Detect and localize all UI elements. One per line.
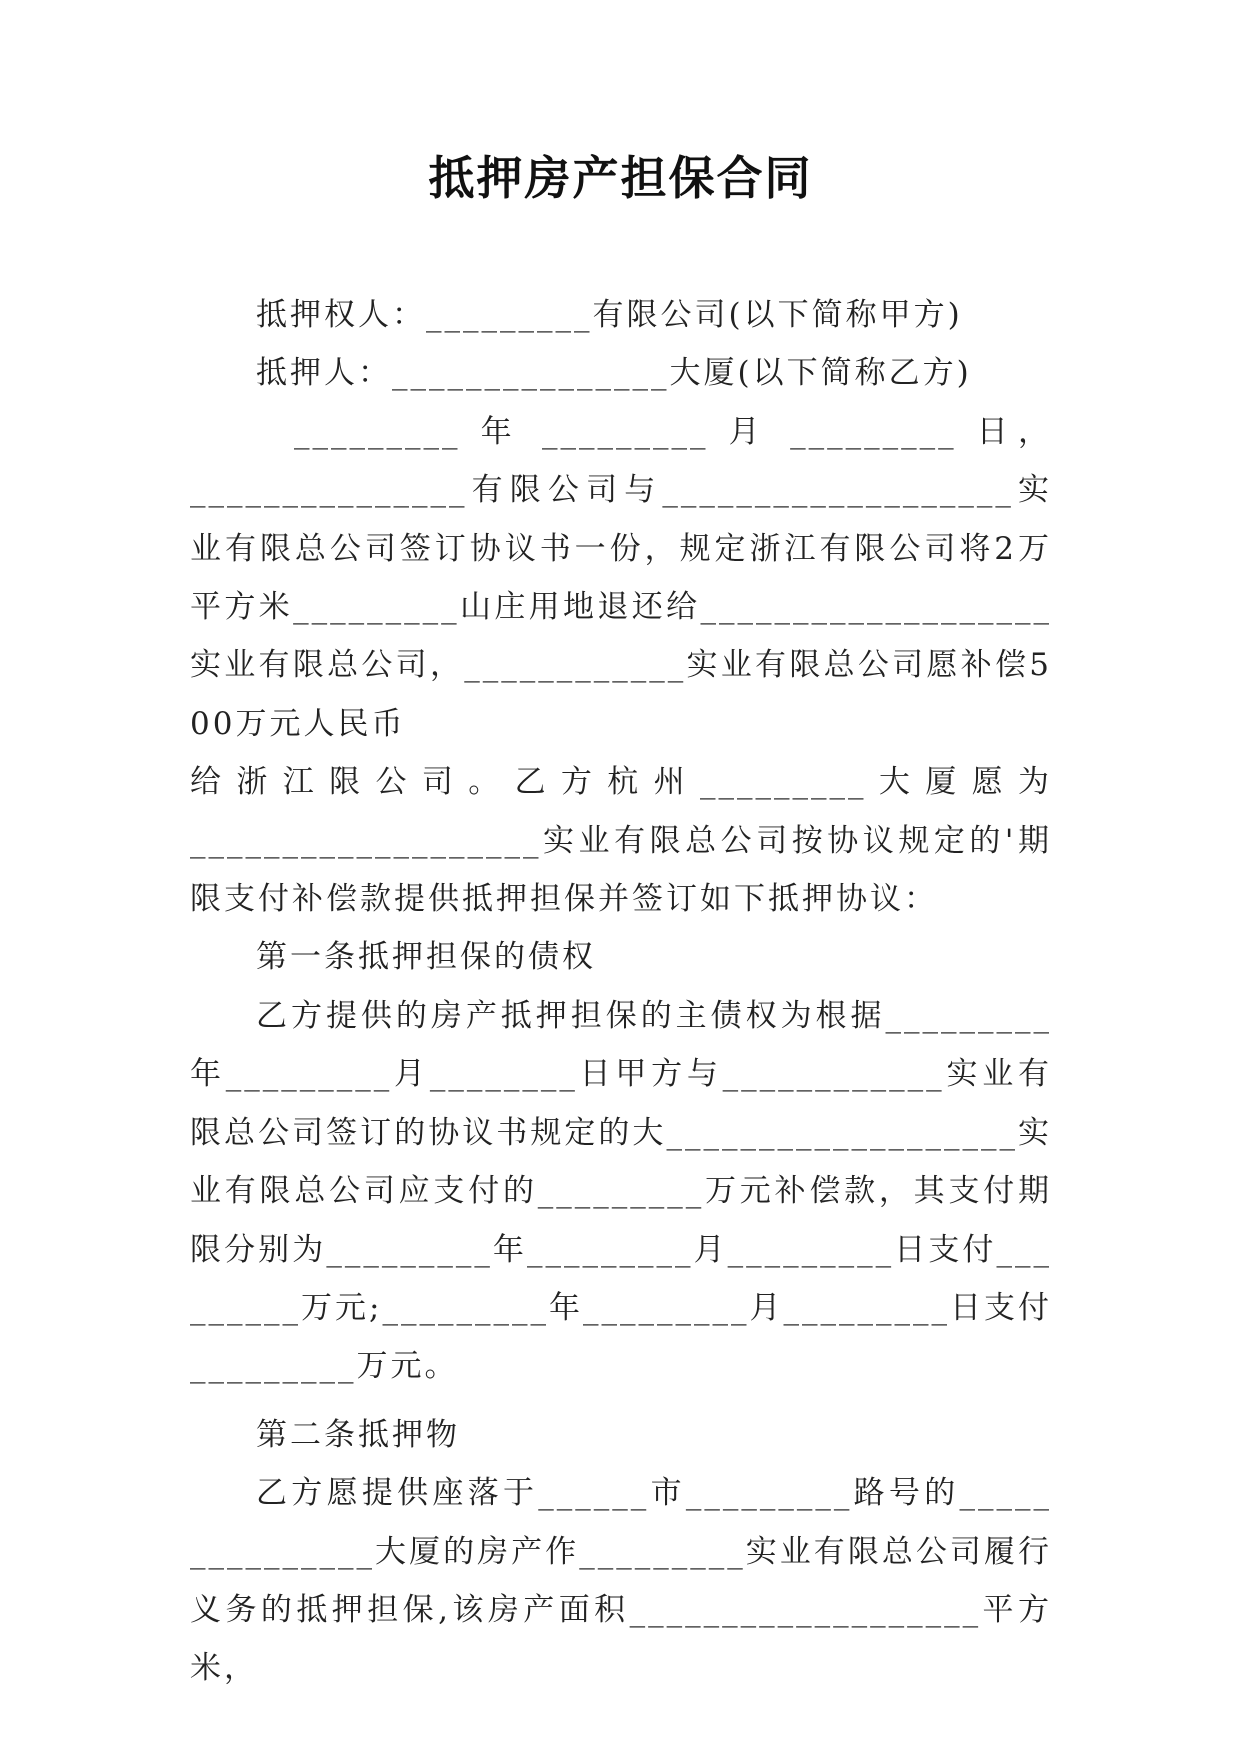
mortgagee-line: 抵押权人：_________有限公司(以下简称甲方) — [256, 297, 963, 333]
document-body — [190, 286, 1052, 1698]
background-paragraph-3: ___________________实业有限总公司按协议规定的'期限支付补偿款提供抵押担保并签订如下抵押协议： — [190, 822, 1052, 918]
background-paragraph-1: _______________有限公司与___________________实业有限总公司签订协议书一份，规定浙江有限公司将2万平方米_________山庄用地退还给___________________实业有限总公司，____________实业有限总公司愿补偿500万元人民币 — [190, 472, 1052, 742]
article-1-heading: 第一条抵押担保的债权 — [256, 939, 596, 976]
article-1-body: 乙方提供的房产抵押担保的主债权为根据_________年_________月________日甲方与____________实业有限总公司签订的协议书规定的大___________________实业有限总公司应支付的_________万元补偿款，其支付期限分别为_________年_________月_________日支付_________万元;_________年_________月_________日支付_________万元。 — [190, 997, 1052, 1385]
background-paragraph-2: 给浙江限公司。乙方杭州_________大厦愿为 — [190, 764, 1052, 801]
document-title: 抵押房产担保合同 — [428, 151, 813, 205]
date-line: _________ 年 _________ 月 _________ 日， — [294, 413, 1052, 450]
article-2-body: 乙方愿提供座落于______市_________路号的_______________大厦的房产作_________实业有限总公司履行义务的抵押担保,该房产面积___________________平方米， — [190, 1475, 1052, 1687]
mortgagor-line: 抵押人：_______________大厦(以下简称乙方) — [256, 355, 972, 392]
paragraph-gap — [190, 1396, 1052, 1406]
article-2-heading: 第二条抵押物 — [256, 1416, 460, 1453]
